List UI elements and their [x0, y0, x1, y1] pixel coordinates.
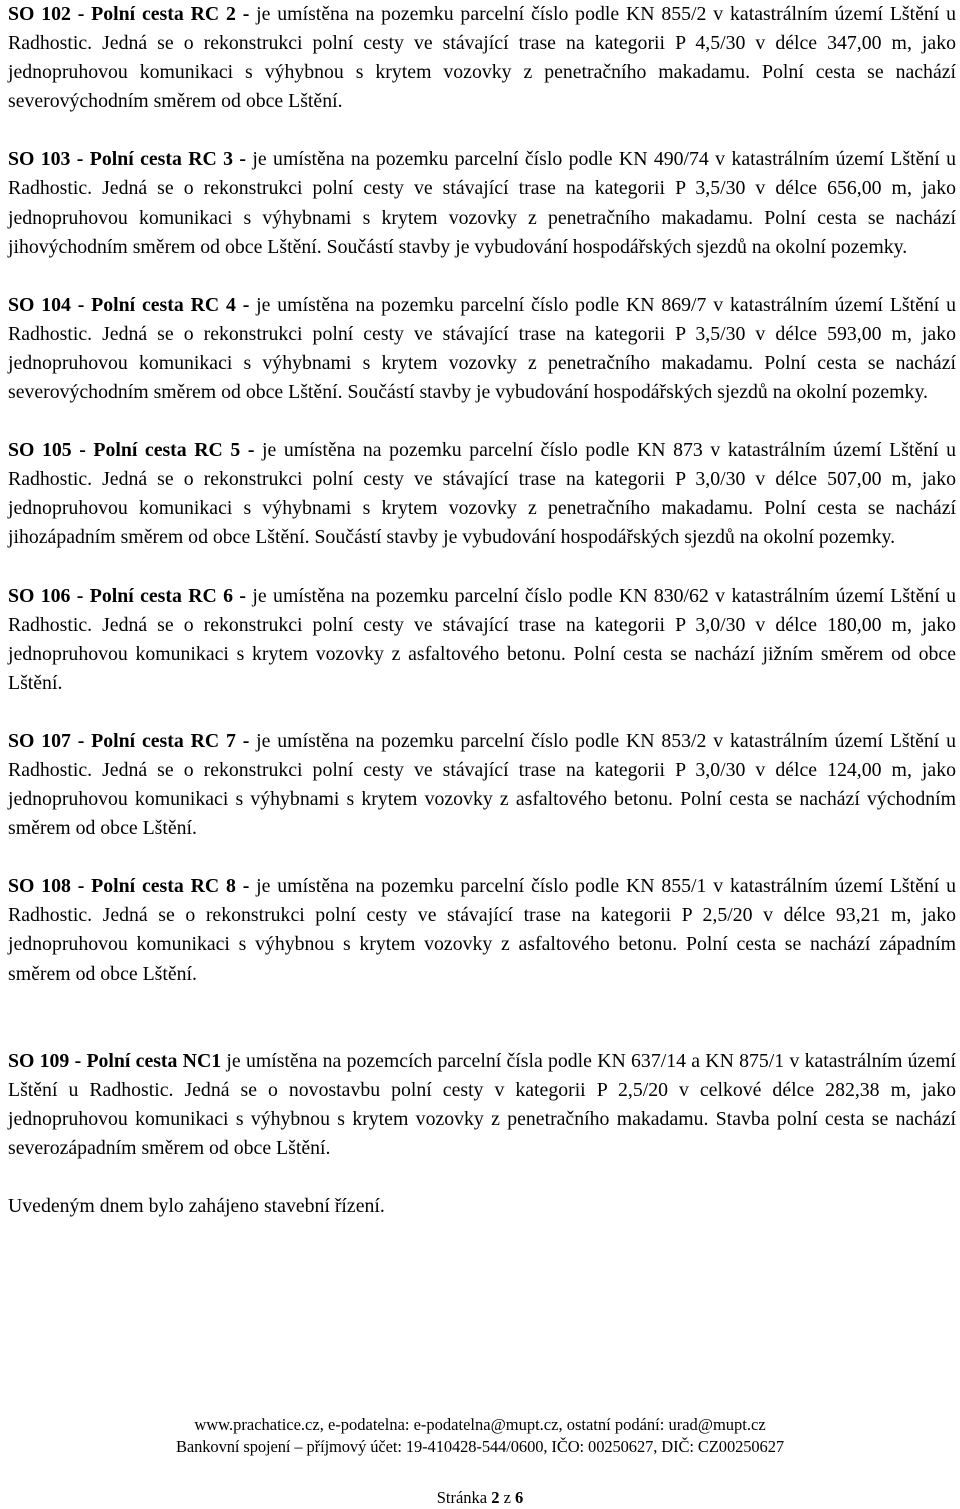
section-so-109 — [8, 1047, 956, 1163]
closing-statement: Uvedeným dnem bylo zahájeno stavební řízení. — [8, 1195, 385, 1217]
section-so-104 — [8, 291, 956, 407]
page-number-total: 6 — [515, 1488, 524, 1507]
section-text: je umístěna na pozemku parcelní číslo podle KN 873 v katastrálním území Lštění u Radhostic. Jedná se o rekonstrukci polní cesty ve stávající trase na kategorii P 3,0/30 v délce 507,00 m, jako jednopruhovou komunikaci s výhybnami s krytem vozovky z penetračního makadamu. Polní cesta se nachází jihozápadním směrem od obce Lštění. Součástí stavby je vybudování hospodářských sjezdů na okolní pozemky. — [8, 439, 956, 549]
section-heading: SO 106 - Polní cesta RC 6 - — [8, 584, 247, 607]
section-text: je umístěna na pozemku parcelní číslo podle KN 490/74 v katastrálním území Lštění u Radhostic. Jedná se o rekonstrukci polní cesty ve stávající trase na kategorii P 3,5/30 v délce 656,00 m, jako jednopruhovou komunikaci s výhybnami s krytem vozovky z penetračního makadamu. Polní cesta se nachází jihovýchodním směrem od obce Lštění. Součástí stavby je vybudování hospodářských sjezdů na okolní pozemky. — [8, 148, 957, 258]
section-so-105 — [8, 436, 956, 552]
section-so-108 — [8, 872, 956, 988]
section-text: je umístěna na pozemcích parcelní čísla podle KN 637/14 a KN 875/1 v katastrálním území Lštění u Radhostic. Jedná se o novostavbu polní cesty v kategorii P 2,5/20 v celkové délce 282,38 m, jako jednopruhovou komunikaci s výhybnou s krytem vozovky z penetračního makadamu. Stavba polní cesta se nachází severozápadním směrem od obce Lštění. — [8, 1049, 956, 1159]
section-heading: SO 107 - Polní cesta RC 7 - — [8, 729, 250, 752]
page-number — [0, 1488, 960, 1508]
section-so-103 — [8, 145, 956, 261]
section-heading: SO 109 - Polní cesta NC1 — [8, 1049, 222, 1072]
section-heading: SO 108 - Polní cesta RC 8 - — [8, 875, 250, 898]
footer-contact-line: www.prachatice.cz, e-podatelna: e-podatelna@mupt.cz, ostatní podání: urad@mupt.cz — [194, 1415, 766, 1434]
section-so-107 — [8, 727, 956, 843]
page-number-prefix: Stránka — [436, 1488, 492, 1507]
section-so-102 — [8, 0, 956, 116]
section-text: je umístěna na pozemku parcelní číslo podle KN 869/7 v katastrálním území Lštění u Radhostic. Jedná se o rekonstrukci polní cesty ve stávající trase na kategorii P 3,5/30 v délce 593,00 m, jako jednopruhovou komunikaci s výhybnami s krytem vozovky z penetračního makadamu. Polní cesta se nachází severovýchodním směrem od obce Lštění. Součástí stavby je vybudování hospodářských sjezdů na okolní pozemky. — [8, 293, 957, 404]
section-so-106 — [8, 582, 956, 698]
section-heading: SO 104 - Polní cesta RC 4 - — [8, 293, 250, 316]
section-text: je umístěna na pozemku parcelní číslo podle KN 830/62 v katastrálním území Lštění u Radhostic. Jedná se o rekonstrukci polní cesty ve stávající trase na kategorii P 3,0/30 v délce 180,00 m, jako jednopruhovou komunikaci s krytem vozovky z asfaltového betonu. Polní cesta se nachází jižním směrem od obce Lštění. — [8, 584, 957, 694]
page-footer — [0, 1414, 960, 1458]
section-heading: SO 105 - Polní cesta RC 5 - — [8, 439, 255, 462]
footer-bank-line: Bankovní spojení – příjmový účet: 19-410428-544/0600, IČO: 00250627, DIČ: CZ00250627 — [175, 1437, 785, 1456]
page-number-current: 2 — [491, 1488, 500, 1507]
section-text: je umístěna na pozemku parcelní číslo podle KN 855/1 v katastrálním území Lštění u Radhostic. Jedná se o rekonstrukci polní cesty ve stávající trase na kategorii P 2,5/20 v délce 93,21 m, jako jednopruhovou komunikaci s výhybnou s krytem vozovky z asfaltového betonu. Polní cesta se nachází západním směrem od obce Lštění. — [8, 875, 957, 985]
document-page — [8, 0, 956, 1241]
section-text: je umístěna na pozemku parcelní číslo podle KN 855/2 v katastrálním území Lštění u Radhostic. Jedná se o rekonstrukci polní cesty ve stávající trase na kategorii P 4,5/30 v délce 347,00 m, jako jednopruhovou komunikaci s výhybnou s krytem vozovky z penetračního makadamu. Polní cesta se nachází severovýchodním směrem od obce Lštění. — [8, 3, 957, 113]
section-text: je umístěna na pozemku parcelní číslo podle KN 853/2 v katastrálním území Lštění u Radhostic. Jedná se o rekonstrukci polní cesty ve stávající trase na kategorii P 3,0/30 v délce 124,00 m, jako jednopruhovou komunikaci s výhybnami s krytem vozovky z asfaltového betonu. Polní cesta se nachází východním směrem od obce Lštění. — [8, 729, 957, 840]
page-number-separator: z — [499, 1488, 516, 1507]
section-heading: SO 102 - Polní cesta RC 2 - — [8, 3, 250, 25]
section-heading: SO 103 - Polní cesta RC 3 - — [8, 148, 247, 171]
